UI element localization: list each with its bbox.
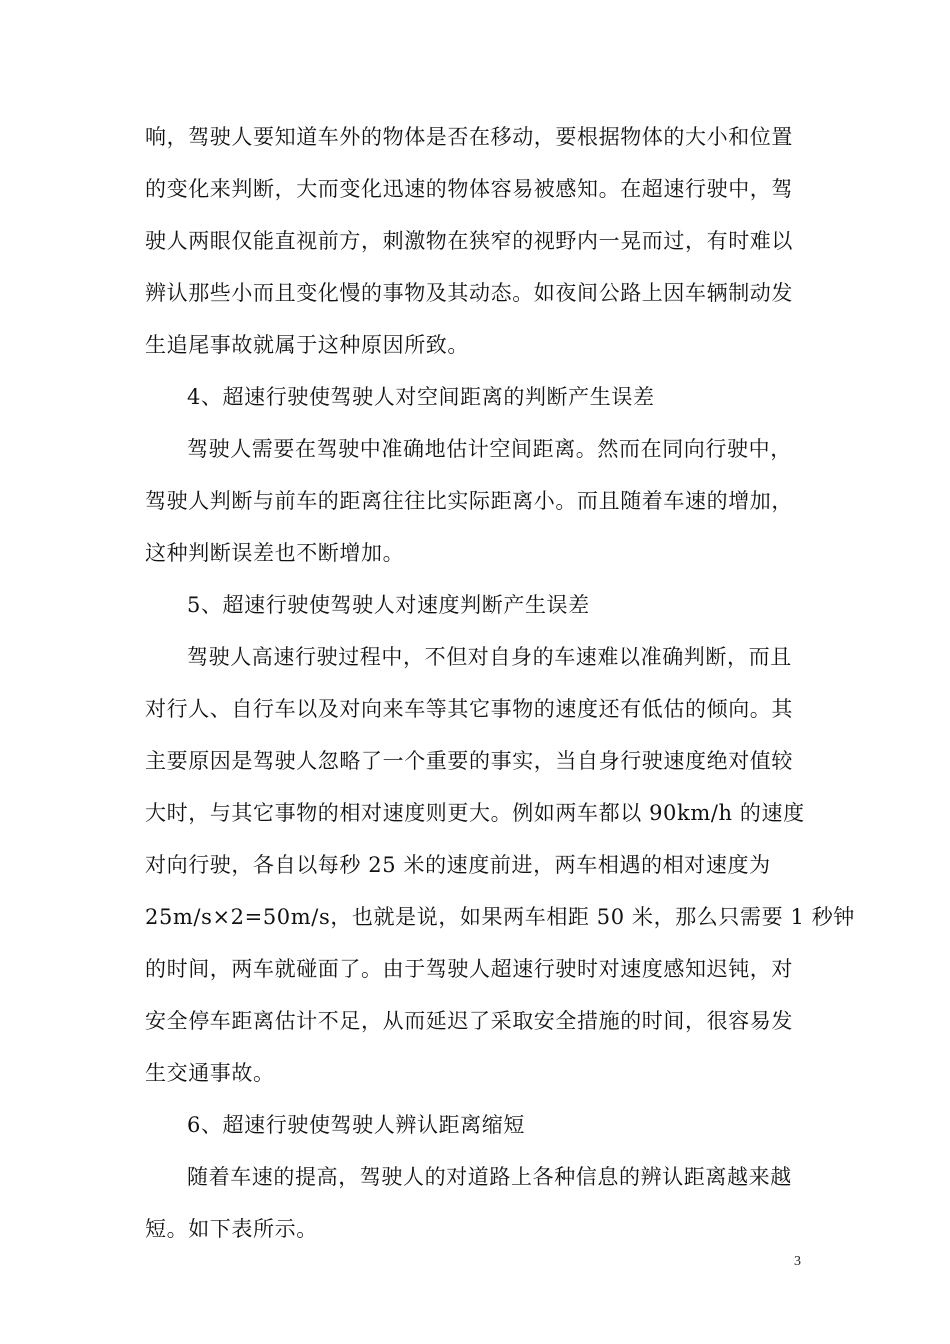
paragraph-line: 驾驶人高速行驶过程中，不但对自身的车速难以准确判断，而且	[187, 645, 792, 669]
paragraph-line: 生追尾事故就属于这种原因所致。	[145, 333, 469, 357]
paragraph-line: 的时间，两车就碰面了。由于驾驶人超速行驶时对速度感知迟钝，对	[145, 957, 793, 981]
paragraph-line: 响，驾驶人要知道车外的物体是否在移动，要根据物体的大小和位置	[145, 125, 793, 149]
paragraph-line: 安全停车距离估计不足，从而延迟了采取安全措施的时间，很容易发	[145, 1009, 793, 1033]
paragraph-line: 辨认那些小而且变化慢的事物及其动态。如夜间公路上因车辆制动发	[145, 281, 793, 305]
section-heading-5: 5、超速行驶使驾驶人对速度判断产生误差	[187, 593, 590, 617]
section-heading-6: 6、超速行驶使驾驶人辨认距离缩短	[187, 1113, 525, 1137]
paragraph-line: 驾驶人判断与前车的距离往往比实际距离小。而且随着车速的增加，	[145, 489, 793, 513]
paragraph-line: 25m/s×2=50m/s，也就是说，如果两车相距 50 米，那么只需要 1 秒钟	[145, 905, 855, 929]
paragraph-line: 对向行驶，各自以每秒 25 米的速度前进，两车相遇的相对速度为	[145, 853, 771, 877]
paragraph-line: 驶人两眼仅能直视前方，刺激物在狭窄的视野内一晃而过，有时难以	[145, 229, 793, 253]
paragraph-line: 驾驶人需要在驾驶中准确地估计空间距离。然而在同向行驶中，	[187, 437, 792, 461]
section-heading-4: 4、超速行驶使驾驶人对空间距离的判断产生误差	[187, 385, 655, 409]
paragraph-line: 大时，与其它事物的相对速度则更大。例如两车都以 90km/h 的速度	[145, 801, 805, 825]
page-number: 3	[794, 1254, 801, 1269]
paragraph-line: 这种判断误差也不断增加。	[145, 541, 405, 565]
paragraph-line: 的变化来判断，大而变化迅速的物体容易被感知。在超速行驶中，驾	[145, 177, 793, 201]
paragraph-line: 主要原因是驾驶人忽略了一个重要的事实，当自身行驶速度绝对值较	[145, 749, 793, 773]
paragraph-line: 生交通事故。	[145, 1061, 275, 1085]
paragraph-line: 对行人、自行车以及对向来车等其它事物的速度还有低估的倾向。其	[145, 697, 793, 721]
paragraph-line: 随着车速的提高，驾驶人的对道路上各种信息的辨认距离越来越	[187, 1165, 792, 1189]
paragraph-line: 短。如下表所示。	[145, 1217, 318, 1241]
